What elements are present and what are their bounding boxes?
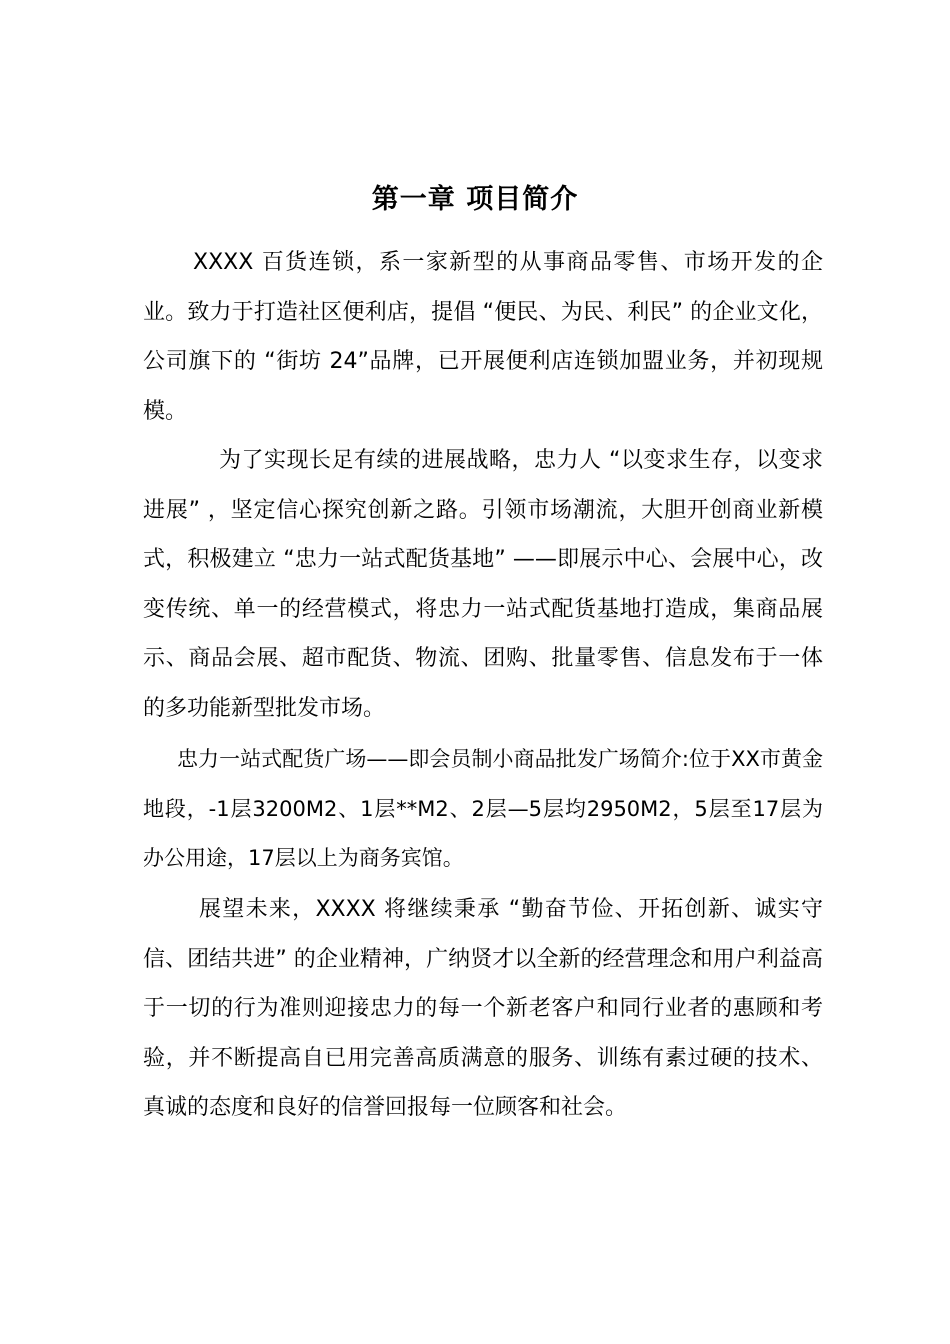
paragraph-company-intro: XXXX 百货连锁，系一家新型的从事商品零售、市场开发的企业。致力于打造社区便利店，提倡 “便民、为民、利民” 的企业文化，公司旗下的 “街坊 24”品牌，已开展便利店连锁加盟业务，并初现规模。 xyxy=(143,250,823,424)
paragraph-future-outlook: 展望未来，XXXX 将继续秉承 “勤奋节俭、开拓创新、诚实守信、团结共进” 的企业精神，广纳贤才以全新的经营理念和用户利益高于一切的行为准则迎接忠力的每一个新老客户和同行业者的惠顾和考验，并不断提高自已用完善高质满意的服务、训练有素过硬的技术、真诚的态度和良好的信誉回报每一位顾客和社会。 xyxy=(143,897,823,1120)
paragraph-strategy: 为了实现长足有续的进展战略，忠力人 “以变求生存，以变求进展” ，坚定信心探究创新之路。引领市场潮流，大胆开创商业新模式，积极建立 “忠力一站式配货基地” ——即展示中心、会展中心，改变传统、单一的经营模式，将忠力一站式配货基地打造成，集商品展示、商品会展、超市配货、物流、团购、批量零售、信息发布于一体的多功能新型批发市场。 xyxy=(143,448,823,721)
paragraph-plaza-intro: 忠力一站式配货广场——即会员制小商品批发广场简介:位于XX市黄金地段，-1层3200M2、1层**M2、2层—5层均2950M2，5层至17层为办公用途，17层以上为商务宾馆。 xyxy=(143,747,823,870)
chapter-title: 第一章 项目简介 xyxy=(371,184,579,215)
